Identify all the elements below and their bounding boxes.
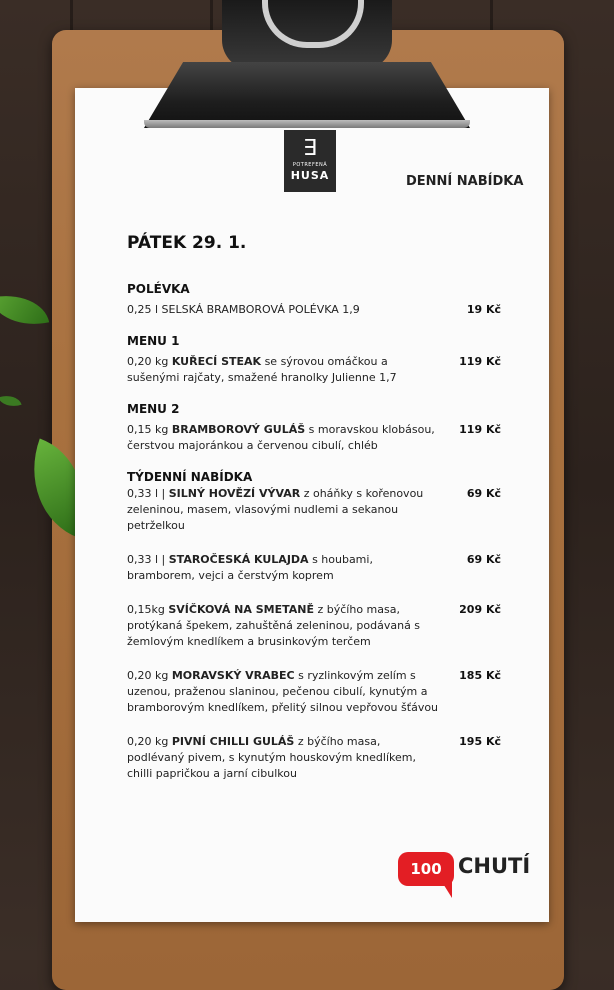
item-desc: z oháňky s kořenovou zeleninou, masem, vlasovými nudlemi a sekanou petrželkou [127, 487, 424, 532]
item-desc: s moravskou klobásou, čerstvou majoránkou a červenou cibulí, chléb [127, 423, 435, 452]
section-title-menu1: MENU 1 [127, 334, 180, 348]
item-price: 119 Kč [459, 355, 501, 368]
menu-list [127, 282, 501, 782]
speech-bubble-tail-icon [442, 882, 452, 898]
item-desc: se sýrovou omáčkou a sušenými rajčaty, smažené hranolky Julienne 1,7 [127, 355, 397, 384]
item-qty: 0,33 l [127, 487, 159, 500]
speech-bubble-badge: 100 [398, 852, 454, 886]
item-name: STAROČESKÁ KULAJDA [168, 553, 309, 566]
item-qty: 0,20 kg [127, 735, 169, 748]
item-price: 209 Kč [459, 603, 501, 616]
item-price: 195 Kč [459, 735, 501, 748]
item-qty: 0,15kg [127, 603, 165, 616]
menu-item [127, 422, 501, 454]
logo-big-text: HUSA [290, 169, 330, 182]
item-name: MORAVSKÝ VRABEC [171, 669, 295, 682]
item-desc: s houbami, bramborem, vejci a čerstvým koprem [127, 553, 373, 582]
item-price: 19 Kč [466, 303, 501, 316]
menu-item [127, 302, 501, 318]
goose-head-icon: ∃ [303, 136, 317, 161]
section-title-soup: POLÉVKA [127, 282, 190, 296]
item-desc: s ryzlinkovým zelím s uzenou, praženou slaninou, pečenou cibulí, kynutým a bramborovým knedlíkem, přelitý silnou vepřovou šťávou [127, 669, 439, 714]
potrefena-husa-logo [284, 130, 336, 192]
menu-item: 0,33 l | SILNÝ HOVĚZÍ VÝVAR z oháňky s kořenovou zeleninou, masem, vlasovými nudlemi a sekanou petrželkou 69 Kč [127, 487, 501, 532]
basil-leaf-icon [0, 287, 49, 333]
item-desc: z býčího masa, podlévaný pivem, s kynutým houskovým knedlíkem, chilli papričkou a jarní cibulkou [127, 735, 416, 780]
menu-item [127, 668, 501, 716]
section-title-menu2: MENU 2 [127, 402, 180, 416]
item-price: 69 Kč [466, 553, 501, 566]
section-title-weekly: TÝDENNÍ NABÍDKA [127, 470, 253, 484]
logo-small-text: POTREFENÁ [292, 162, 328, 168]
item-name: BRAMBOROVÝ GULÁŠ [171, 423, 306, 436]
brand-text: CHUTÍ [458, 854, 531, 878]
item-name: PIVNÍ CHILLI GULÁŠ [171, 735, 295, 748]
item-qty: 0,20 kg [127, 355, 169, 368]
item-text: 0,25 l SELSKÁ BRAMBOROVÁ POLÉVKA 1,9 [127, 303, 360, 316]
item-qty: 0,15 kg [127, 423, 169, 436]
clip-bar [144, 62, 470, 128]
menu-item [127, 734, 501, 782]
item-name: KUŘECÍ STEAK [171, 355, 262, 368]
item-price: 119 Kč [459, 423, 501, 436]
page-title: DENNÍ NABÍDKA [406, 174, 524, 189]
basil-leaf-icon [0, 391, 22, 410]
menu-item [127, 602, 501, 650]
menu-item [127, 354, 501, 386]
item-name: SILNÝ HOVĚZÍ VÝVAR [168, 487, 301, 500]
clip-edge [144, 120, 470, 128]
item-name: SVÍČKOVÁ NA SMETANĚ [168, 603, 314, 616]
item-qty: 0,33 l [127, 553, 159, 566]
menu-item: 0,33 l | STAROČESKÁ KULAJDA s houbami, bramborem, vejci a čerstvým koprem 69 Kč [127, 553, 501, 582]
item-desc: z býčího masa, protýkaná špekem, zahuštěná zeleninou, podávaná s žemlovým knedlíkem a brusinkovým terčem [127, 603, 421, 648]
item-price: 69 Kč [466, 487, 501, 500]
item-qty: 0,20 kg [127, 669, 169, 682]
item-price: 185 Kč [459, 669, 501, 682]
menu-date: PÁTEK 29. 1. [127, 233, 247, 253]
